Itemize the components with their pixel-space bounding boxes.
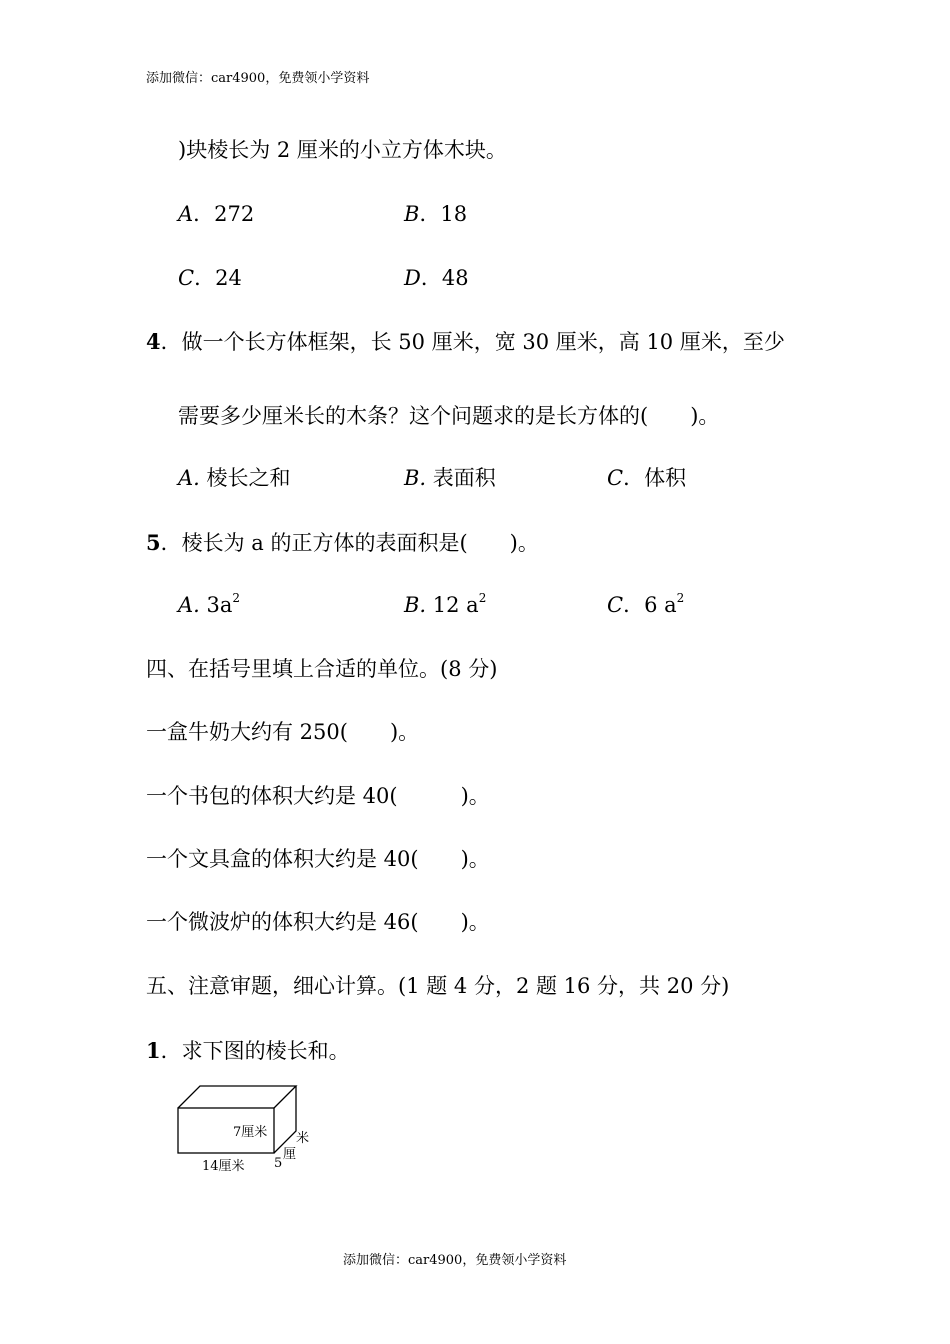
section4-item-4: 一个微波炉的体积大约是 46( )。 [146,910,490,934]
cuboid-figure [170,1078,330,1178]
q3-option-a: A．272 [178,202,255,226]
q3-continuation: )块棱长为 2 厘米的小立方体木块。 [178,138,507,162]
height-label: 7厘米 [233,1125,268,1140]
section5-q1: 1．求下图的棱长和。 [146,1038,350,1063]
cuboid-side-face [274,1086,296,1153]
footer-text: 添加微信：car4900，免费领小学资料 [343,1253,567,1268]
width-number: 5 [274,1156,283,1171]
q3-option-c: C．24 [178,266,242,290]
length-label: 14厘米 [202,1159,245,1174]
q4-line1: 4．做一个长方体框架，长 50 厘米，宽 30 厘米，高 10 厘米，至少 [146,329,785,354]
q5-option-c: C．6 $a^2$ [607,591,685,617]
section4-title: 四、在括号里填上合适的单位。(8 分) [146,657,498,681]
section5-title: 五、注意审题，细心计算。(1 题 4 分，2 题 16 分，共 20 分) [146,974,730,998]
q5-option-a: A. $3a^2$ [178,591,241,617]
q3-option-d: D．48 [404,266,469,290]
cuboid-top-face [178,1086,296,1108]
section4-item-2: 一个书包的体积大约是 40( )。 [146,784,490,808]
q4-option-b: B. 表面积 [404,466,496,490]
section4-item-1: 一盒牛奶大约有 250( )。 [146,720,420,744]
width-unit-li: 厘 [283,1147,297,1162]
q4-option-c: C．体积 [607,466,687,490]
q4-line2: 需要多少厘米长的木条？这个问题求的是长方体的( )。 [178,404,720,428]
width-unit-mi: 米 [296,1131,310,1146]
q4-option-a: A. 棱长之和 [178,466,291,490]
header-text: 添加微信：car4900，免费领小学资料 [146,71,370,86]
q5-text: 5．棱长为 a 的正方体的表面积是( )。 [146,530,539,555]
q3-option-b: B．18 [404,202,468,226]
q5-option-b: B. 12 $a^2$ [404,591,487,617]
section4-item-3: 一个文具盒的体积大约是 40( )。 [146,847,490,871]
